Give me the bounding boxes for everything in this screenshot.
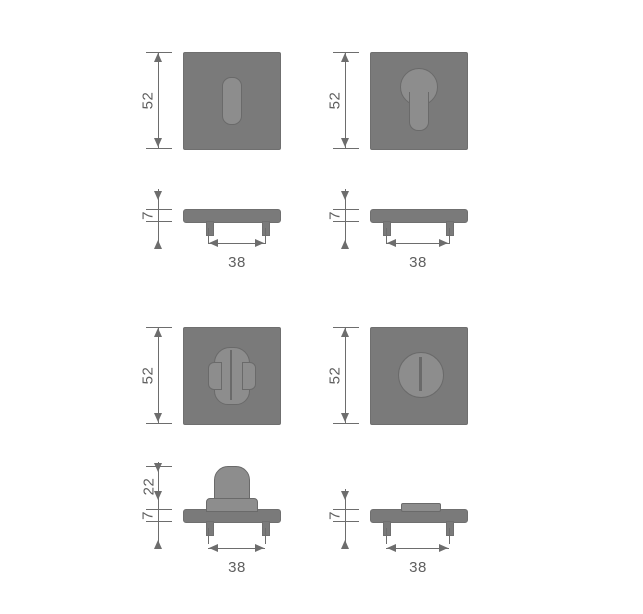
thumbturn-knob-center-line [230,350,232,400]
dim-label-52d: 52 [326,366,344,385]
dim-arrow-up [341,540,349,549]
dim-tick [146,423,172,424]
side-screw-right [262,521,270,536]
dim-label-52a: 52 [139,91,157,110]
dim-arrow-down [154,138,162,147]
side-screw-right [446,521,454,536]
dim-tick [265,228,266,244]
dim-arrow-down [154,413,162,422]
dim-arrow-up [154,53,162,62]
dim-arrow-down [154,491,162,500]
dim-arrow-down [341,191,349,200]
dim-tick [333,148,359,149]
dim-arrow-left [387,239,396,247]
side-screw-left [383,521,391,536]
dim-label-52c: 52 [139,366,157,385]
slot-turn-side-disc [401,503,441,512]
dim-label-7c: 7 [139,511,157,520]
dim-arrow-left [209,239,218,247]
dim-label-52b: 52 [326,91,344,110]
dim-arrow-down [154,191,162,200]
dim-tick [208,528,209,544]
slot-turn-slot [419,357,422,391]
thumbturn-knob-wing-left [208,362,222,390]
dim-label-38c: 38 [228,559,246,576]
dim-tick [146,148,172,149]
dim-arrow-left [209,544,218,552]
dim-arrow-right [439,239,448,247]
dim-arrow-up [154,328,162,337]
dim-arrow-up [154,540,162,549]
dim-line-52a [158,52,159,148]
side-screw-right [262,221,270,236]
dim-tick [386,528,387,544]
dim-arrow-up [154,240,162,249]
dim-arrow-right [439,544,448,552]
dim-arrow-up [341,240,349,249]
keyhole-cutout [222,77,242,125]
dim-tick [449,228,450,244]
dim-label-38b: 38 [409,254,427,271]
dim-label-38d: 38 [409,559,427,576]
dim-arrow-right [255,239,264,247]
dim-tick [449,528,450,544]
dim-arrow-down [341,491,349,500]
dim-arrow-down [341,138,349,147]
dim-arrow-right [255,544,264,552]
dim-arrow-down [341,413,349,422]
side-screw-right [446,221,454,236]
dim-label-7a: 7 [139,211,157,220]
dim-tick [333,423,359,424]
dim-arrow-left [387,544,396,552]
dim-line-52d [345,327,346,423]
euro-cylinder-cutout-body [409,92,429,131]
side-screw-left [383,221,391,236]
dim-tick [265,528,266,544]
thumbturn-side-knob-base [206,498,258,512]
dim-label-22: 22 [140,477,158,496]
dim-line-52b [345,52,346,148]
dim-arrow-up [341,328,349,337]
dim-label-38a: 38 [228,254,246,271]
dim-label-7b: 7 [326,211,344,220]
dim-label-7d: 7 [326,511,344,520]
thumbturn-knob-wing-right [242,362,256,390]
dim-arrow-up [341,53,349,62]
dim-line-52c [158,327,159,423]
